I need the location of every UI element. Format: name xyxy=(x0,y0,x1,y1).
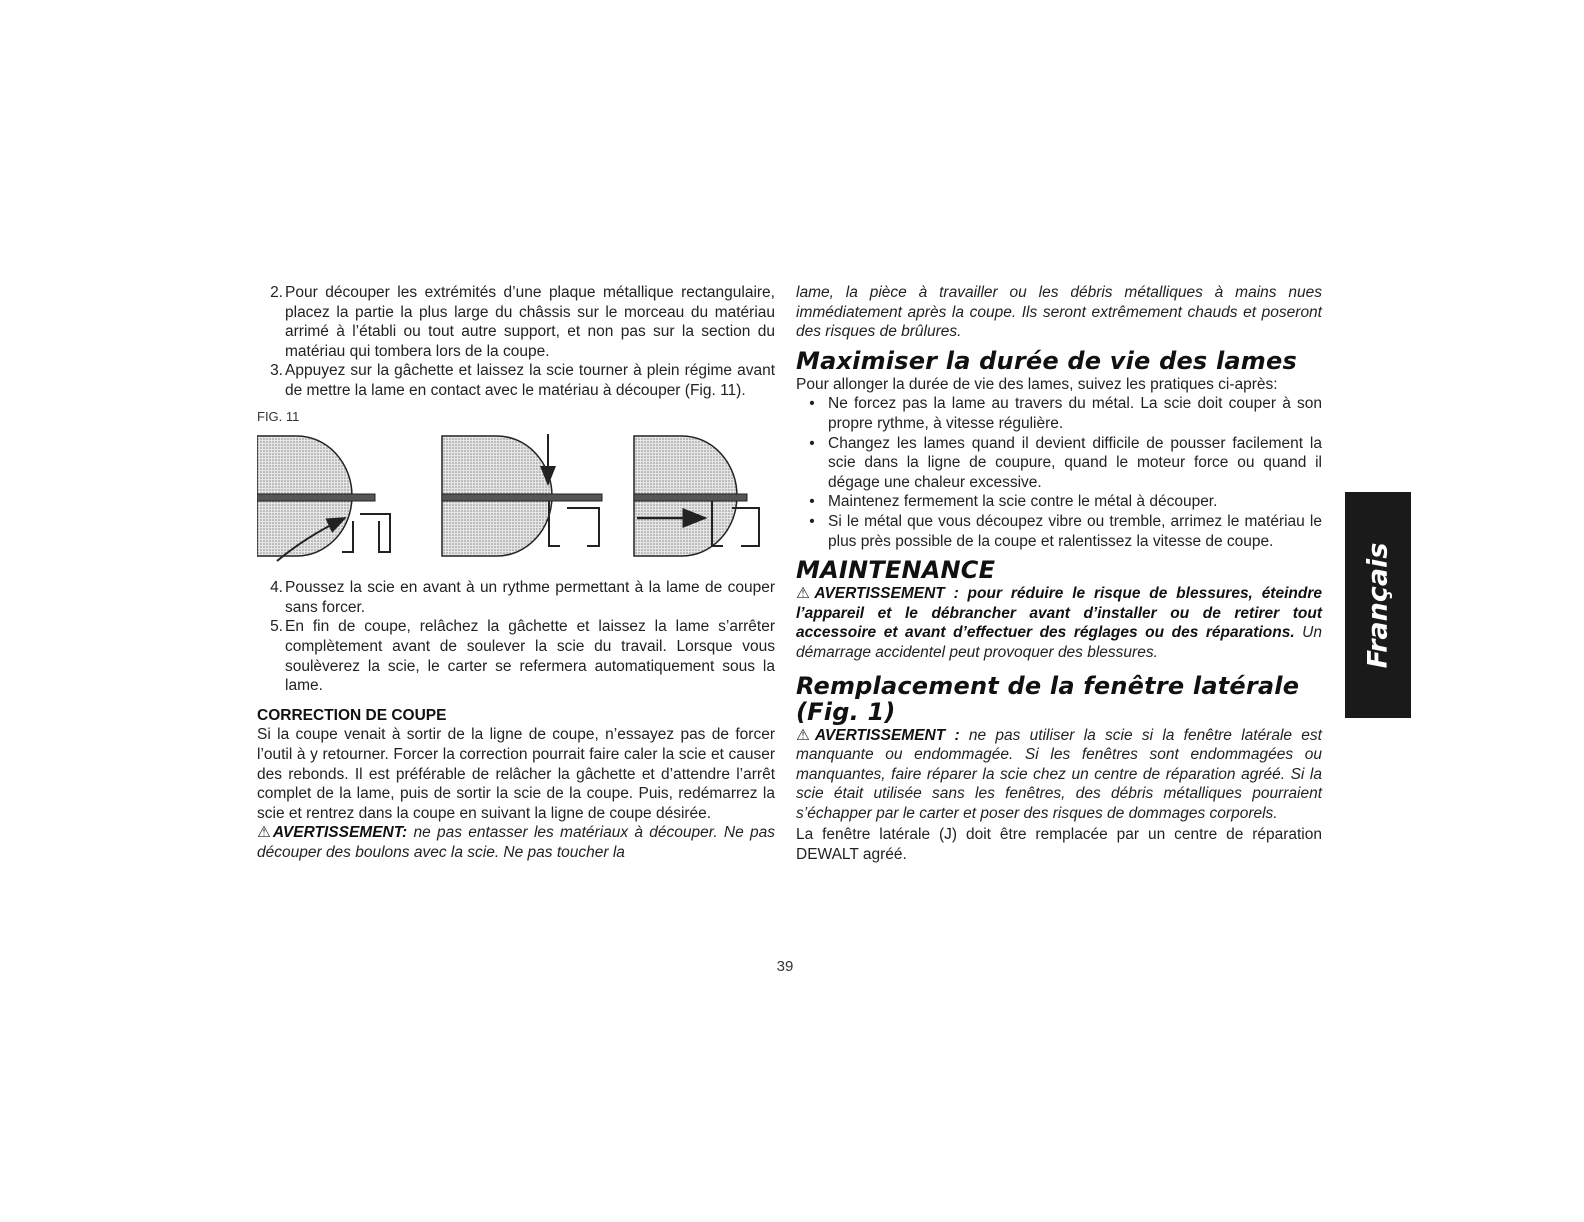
figure-panel-2 xyxy=(442,434,602,556)
maintenance-warning-bold: AVERTISSEMENT : pour réduire le risque de blessures, éteindre l’appareil et le débrancher avant d’installer ou de retirer tout accessoire et avant d’effectuer des réglages ou des réparations. xyxy=(796,585,1322,642)
bullet-icon: • xyxy=(809,493,815,511)
list-item xyxy=(257,283,775,361)
bullet-icon: • xyxy=(809,395,815,413)
item-text: Appuyez sur la gâchette et laissez la scie tourner à plein régime avant de mettre la lame en contact avec le matériau à découper (Fig. 11). xyxy=(285,362,775,399)
blades-bullet-list xyxy=(796,394,1322,551)
bullet-text: Changez les lames quand il devient difficile de pousser facilement la scie dans la ligne de coupure, quand le moteur force ou quand il dégage une chaleur excessive. xyxy=(828,434,1322,491)
warning-icon: ⚠ xyxy=(257,824,273,842)
bullet-text: Maintenez fermement la scie contre le métal à découper. xyxy=(828,493,1218,511)
steps-list-b xyxy=(257,578,775,696)
language-tab-label: Français xyxy=(1362,542,1394,668)
blades-heading: Maximiser la durée de vie des lames xyxy=(796,346,1297,375)
warning-label: AVERTISSEMENT: xyxy=(272,824,408,842)
window-warning-label: AVERTISSEMENT : xyxy=(814,726,960,744)
maintenance-warning xyxy=(796,584,1322,662)
warning-text: ne pas entasser les matériaux à découper. Ne pas découper des boulons avec la scie. Ne pas toucher la xyxy=(257,824,775,861)
maintenance-heading: MAINTENANCE xyxy=(796,556,996,585)
bullet-icon: • xyxy=(809,512,815,530)
figure-panel-3 xyxy=(634,436,759,556)
right-column xyxy=(796,283,1322,865)
item-text: Pour découper les extrémités d’une plaque métallique rectangulaire, placez la partie la plus large du châssis sur le morceau du matériau arrimé à l’établi ou tout autre support, et non pas sur la section du matériau qui tombera lors de la coupe. xyxy=(285,284,775,360)
warning-continuation: lame, la pièce à travailler ou les débris métalliques à mains nues immédiatement après la coupe. Ils seront extrêmement chauds et poseront des risques de brûlures. xyxy=(796,284,1322,341)
item-number: 2. xyxy=(270,284,283,301)
warning-paragraph xyxy=(257,823,775,862)
window-warning-text: ne pas utiliser la scie si la fenêtre latérale est manquante ou endommagée. Si les fenêtres sont endommagées ou manquantes, faire réparer la scie chez un centre de réparation agréé. Si la scie était utilisée sans les fenêtres, des débris métalliques pourraient s’échapper par le carter et poser des risques de dommages corporels. xyxy=(796,726,1322,822)
language-tab xyxy=(1345,492,1411,718)
list-item xyxy=(796,434,1322,493)
list-item xyxy=(257,617,775,695)
correction-paragraph: Si la coupe venait à sortir de la ligne de coupe, n’essayez pas de forcer l’outil à y retourner. Forcer la correction pourrait faire caler la scie et causer des rebonds. Il est préférable de relâcher la gâchette et d’attendre l’arrêt complet de la lame, puis de sortir la scie de la coupe. Puis, redémarrez la scie et rentrez dans la coupe en suivant la ligne de coupe désirée. xyxy=(257,726,775,822)
list-item xyxy=(257,361,775,400)
item-text: En fin de coupe, relâchez la gâchette et laissez la lame s’arrêter complètement avant de soulever la scie du travail. Lorsque vous soulèverez la scie, le carter se refermera automatiquement sous la lame. xyxy=(285,618,775,695)
window-warning xyxy=(796,726,1322,824)
bullet-icon: • xyxy=(809,434,815,452)
item-text: Poussez la scie en avant à un rythme permettant à la lame de couper sans forcer. xyxy=(285,579,775,616)
list-item xyxy=(796,492,1322,512)
left-column xyxy=(257,283,775,862)
figure-11 xyxy=(257,426,775,574)
correction-heading: CORRECTION DE COUPE xyxy=(257,706,447,724)
figure-11-illustration xyxy=(257,426,775,574)
bullet-text: Si le métal que vous découpez vibre ou tremble, arrimez le matériau le plus près possible de la coupe et ralentissez la vitesse de coupe. xyxy=(828,512,1322,550)
bullet-text: Ne forcez pas la lame au travers du métal. La scie doit couper à son propre rythme, à vitesse régulière. xyxy=(828,395,1322,432)
steps-list-a xyxy=(257,283,775,401)
blades-intro: Pour allonger la durée de vie des lames, suivez les pratiques ci-après: xyxy=(796,375,1278,393)
warning-icon: ⚠ xyxy=(796,726,815,744)
window-paragraph: La fenêtre latérale (J) doit être remplacée par un centre de réparation DEWALT agréé. xyxy=(796,826,1322,864)
list-item xyxy=(796,394,1322,433)
list-item xyxy=(796,512,1322,551)
item-number: 4. xyxy=(270,579,283,597)
window-heading: Remplacement de la fenêtre latérale (Fig. 1) xyxy=(796,671,1300,726)
warning-icon: ⚠ xyxy=(796,585,815,603)
list-item xyxy=(257,578,775,617)
figure-panel-1 xyxy=(257,436,390,561)
page-number: 39 xyxy=(776,958,794,975)
figure-label: FIG. 11 xyxy=(257,408,300,424)
item-number: 5. xyxy=(270,618,283,636)
maintenance-warning-italic: Un démarrage accidentel peut provoquer des blessures. xyxy=(796,624,1322,661)
item-number: 3. xyxy=(270,362,283,380)
